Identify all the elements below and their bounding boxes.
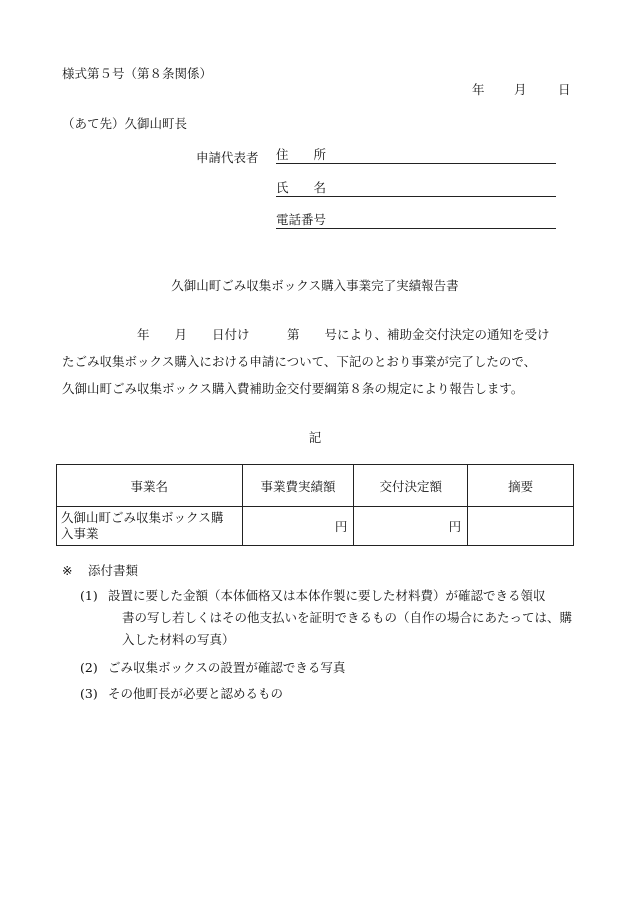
header-decided-amount: 交付決定額 bbox=[354, 465, 468, 507]
body-line: 年 月 日付け 第 号により、補助金交付決定の通知を受け bbox=[62, 327, 550, 342]
date-month-label: 月 bbox=[514, 82, 527, 97]
phone-label: 電話番号 bbox=[276, 212, 327, 227]
header-project-name: 事業名 bbox=[57, 465, 243, 507]
project-name-line1: 久御山町ごみ収集ボックス購 bbox=[61, 510, 224, 525]
applicant-label: 申請代表者 bbox=[196, 150, 259, 165]
table-row bbox=[57, 507, 574, 546]
phone-field[interactable] bbox=[276, 210, 556, 229]
list-item bbox=[80, 585, 580, 651]
report-table bbox=[56, 464, 574, 546]
table-header-row bbox=[57, 465, 574, 507]
cell-actual-cost[interactable]: 円 bbox=[242, 507, 354, 546]
attachments-heading bbox=[62, 561, 138, 579]
list-item bbox=[80, 657, 580, 679]
item-line: その他町長が必要と認めるもの bbox=[108, 686, 284, 701]
date-year-label: 年 bbox=[472, 82, 485, 97]
item-number: (1) bbox=[80, 588, 98, 603]
reference-mark: ※ bbox=[62, 563, 73, 578]
body-text bbox=[62, 321, 582, 402]
body-line: 久御山町ごみ収集ボックス購入費補助金交付要綱第８条の規定により報告します。 bbox=[62, 381, 524, 396]
body-line: たごみ収集ボックス購入における申請について、下記のとおり事業が完了したので、 bbox=[62, 354, 537, 369]
name-field[interactable] bbox=[276, 178, 556, 197]
item-line: 入した材料の写真） bbox=[122, 632, 235, 647]
form-number: 様式第５号（第８条関係） bbox=[62, 66, 213, 81]
document-title: 久御山町ごみ収集ボックス購入事業完了実績報告書 bbox=[171, 278, 459, 293]
attachments-list bbox=[80, 585, 580, 705]
list-item bbox=[80, 683, 580, 705]
item-number: (2) bbox=[80, 660, 98, 675]
project-name-line2: 入事業 bbox=[61, 526, 99, 541]
item-line: 設置に要した金額（本体価格又は本体作製に要した材料費）が確認できる領収 bbox=[108, 588, 546, 603]
address-label: 住 所 bbox=[276, 147, 327, 162]
item-line: 書の写し若しくはその他支払いを証明できるもの（自作の場合にあたっては、購 bbox=[122, 610, 573, 625]
item-line: ごみ収集ボックスの設置が確認できる写真 bbox=[108, 660, 346, 675]
item-number: (3) bbox=[80, 686, 98, 701]
header-actual-cost: 事業費実績額 bbox=[242, 465, 354, 507]
addressee: （あて先）久御山町長 bbox=[62, 116, 188, 131]
cell-remarks[interactable] bbox=[468, 507, 574, 546]
cell-project-name bbox=[57, 507, 243, 546]
attachments-heading-text: 添付書類 bbox=[88, 563, 139, 578]
name-label: 氏 名 bbox=[276, 180, 327, 195]
header-remarks: 摘要 bbox=[468, 465, 574, 507]
date-day-label: 日 bbox=[558, 82, 571, 97]
cell-decided-amount[interactable]: 円 bbox=[354, 507, 468, 546]
address-field[interactable] bbox=[276, 145, 556, 164]
ki-heading: 記 bbox=[308, 430, 322, 445]
